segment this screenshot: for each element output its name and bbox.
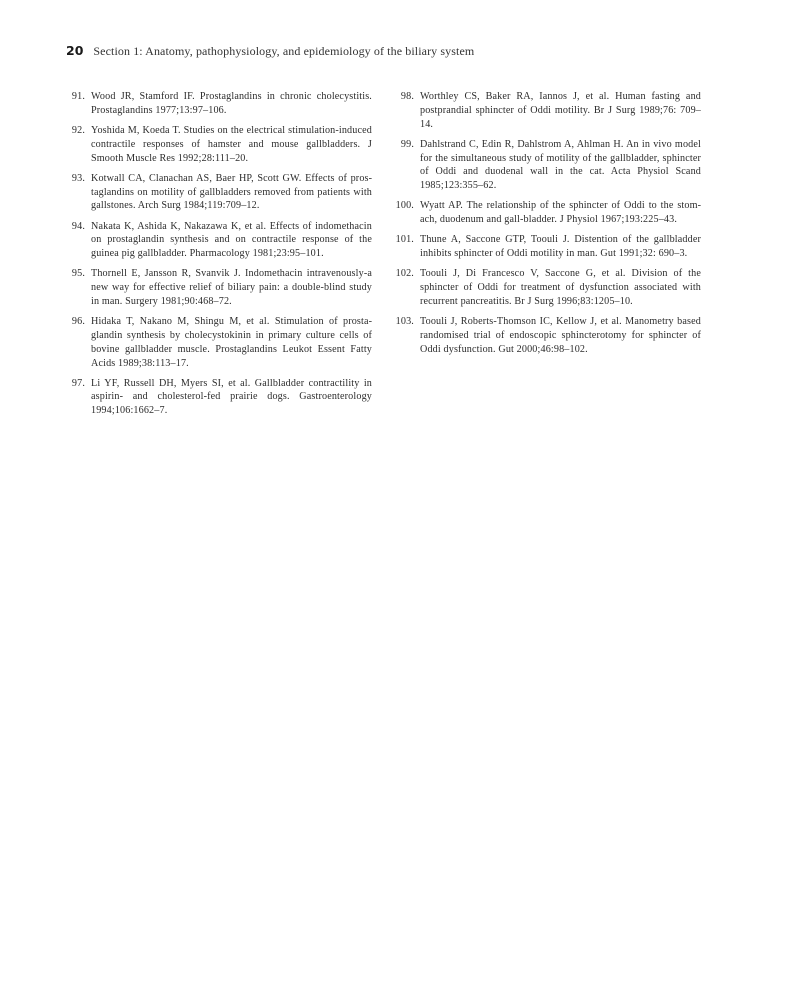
reference-item [395, 90, 701, 131]
reference-text: Nakata K, Ashida K, Nakazawa K, et al. Effects of indomethacin on prostaglandin synthesis and on contractile response of the guinea pig gallbladder. Pharmacology 1981;23:95–101. [91, 220, 372, 260]
page-header [66, 43, 474, 59]
reference-text: Dahlstrand C, Edin R, Dahlstrom A, Ahlman H. An in vivo model for the simultaneous study of motility of the gallbladder, sphincter of Oddi and duodenal wall in the cat. Acta Physiol Scand 1985;123:355–62. [420, 138, 701, 192]
reference-number: 92. [71, 124, 85, 136]
reference-text: Wyatt AP. The relationship of the sphincter of Oddi to the stomach, duodenum and gall-bladder. J Physiol 1967;193:225–43. [420, 200, 701, 226]
reference-number: 101. [395, 234, 414, 246]
reference-item [395, 315, 701, 356]
reference-text: Thune A, Saccone GTP, Toouli J. Distention of the gallbladder inhibits sphincter of Oddi motility in man. Gut 1991;32: 690–3. [420, 234, 701, 260]
reference-text: Kotwall CA, Clanachan AS, Baer HP, Scott GW. Effects of prostaglandins on motility of gallbladders removed from patients with gallstones. Arch Surg 1984;119:709–12. [91, 172, 372, 212]
reference-number: 103. [395, 316, 414, 328]
reference-item [66, 220, 372, 261]
reference-number: 102. [395, 268, 414, 280]
reference-number: 100. [395, 200, 414, 212]
reference-list-left [66, 90, 372, 424]
reference-text: Thornell E, Jansson R, Svanvik J. Indomethacin intravenously-a new way for effective relief of biliary pain: a double-blind study in man. Surgery 1981;90:468–72. [91, 268, 372, 307]
reference-text: Wood JR, Stamford IF. Prostaglandins in chronic cholecystitis. Prostaglandins 1977;13:97–106. [91, 91, 372, 116]
reference-item [395, 199, 701, 227]
reference-item [66, 315, 372, 370]
reference-number: 99. [400, 138, 414, 150]
page-number: 20 [66, 43, 84, 58]
reference-text: Yoshida M, Koeda T. Studies on the electrical stimulation-induced contractile responses of hamster and mouse gallbladders. J Smooth Muscle Res 1992;28:111–20. [91, 124, 372, 164]
reference-item [66, 377, 372, 418]
reference-text: Worthley CS, Baker RA, Iannos J, et al. Human fasting and postprandial sphincter of Oddi motility. Br J Surg 1989;76: 709–14. [420, 91, 701, 130]
reference-item [66, 124, 372, 165]
reference-item [66, 172, 372, 213]
reference-number: 93. [71, 172, 85, 184]
reference-number: 96. [71, 316, 85, 328]
reference-text: Li YF, Russell DH, Myers SI, et al. Gallbladder contractility in aspirin- and cholesterol-fed prairie dogs. Gastroenterology 1994;106:1662–7. [91, 377, 372, 417]
reference-number: 95. [71, 268, 85, 280]
reference-list-right [395, 90, 701, 363]
reference-number: 94. [71, 220, 85, 232]
reference-item [395, 233, 701, 261]
reference-item [66, 90, 372, 118]
reference-text: Toouli J, Di Francesco V, Saccone G, et al. Division of the sphincter of Oddi for treatment of dysfunction associated with recurrent pancreatitis. Br J Surg 1996;83:1205–10. [420, 268, 701, 307]
reference-text: Hidaka T, Nakano M, Shingu M, et al. Stimulation of prostaglandin synthesis by cholecystokinin in primary culture cells of bovine gallbladder muscle. Prostaglandins Leukot Essent Fatty Acids 1989;38:113–17. [91, 316, 372, 369]
running-title: Section 1: Anatomy, pathophysiology, and epidemiology of the biliary system [93, 44, 475, 58]
reference-number: 91. [71, 91, 85, 102]
reference-text: Toouli J, Roberts-Thomson IC, Kellow J, et al. Manometry based randomised trial of endoscopic sphincterotomy for sphincter of Oddi dysfunction. Gut 2000;46:98–102. [420, 316, 701, 355]
reference-item [395, 138, 701, 193]
reference-item [66, 267, 372, 308]
reference-number: 98. [400, 91, 414, 102]
reference-number: 97. [71, 377, 85, 389]
reference-item [395, 267, 701, 308]
